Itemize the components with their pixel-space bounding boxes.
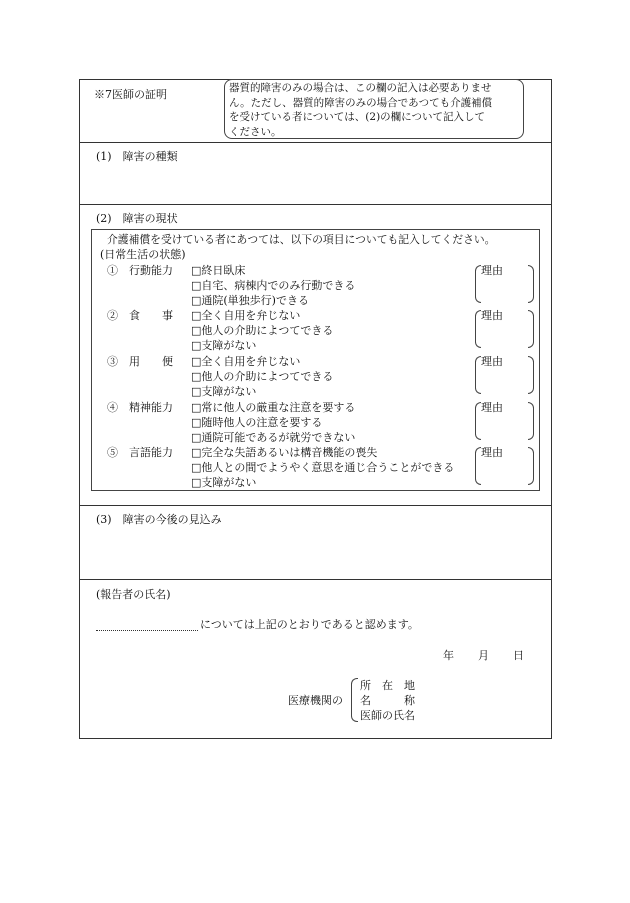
reporter-statement: については上記のとおりであると認めます。 [200,618,419,631]
item-option[interactable]: □全く自用を弁じない [191,309,301,322]
item-label: ③ 用 便 [107,355,173,368]
item-option[interactable]: □通院可能であるが就労できない [191,431,356,444]
note-line: ん。ただし、器質的障害のみの場合であつても介護補償 [229,96,493,109]
reason-bracket-right [528,402,534,440]
item-option[interactable]: □支障がない [191,385,257,398]
section2-intro: 介護補償を受けている者にあつては、以下の項目についても記入してください。 [107,233,496,246]
item-option[interactable]: □全く自用を弁じない [191,355,301,368]
item-option[interactable]: □支障がない [191,339,257,352]
section1-title: (1) 障害の種類 [96,150,178,163]
frame-right [551,79,552,739]
divider-1 [79,142,551,143]
frame-bottom [79,738,551,739]
item-option[interactable]: □随時他人の注意を要する [191,416,323,429]
reason-label: 理由 [481,264,503,277]
item-label: ⑤ 言語能力 [107,446,173,459]
note-line: 器質的障害のみの場合は、この欄の記入は必要ありませ [229,82,492,94]
item-label: ④ 精神能力 [107,401,173,414]
institution-bracket [351,678,358,722]
reason-label: 理由 [481,309,503,322]
date-day: 日 [513,649,524,662]
item-option[interactable]: □他人の介助によつてできる [191,324,334,337]
divider-2 [79,204,551,205]
reason-bracket-right [528,356,534,394]
frame-left [79,79,80,738]
certificate-title: ※7医師の証明 [94,88,167,101]
reason-label: 理由 [481,355,503,368]
item-option[interactable]: □完全な失語あるいは構音機能の喪失 [191,446,378,459]
institution-field[interactable]: 医師の氏名 [360,709,415,722]
item-option[interactable]: □他人の介助によつてできる [191,370,334,383]
date-year: 年 [443,649,454,662]
item-option[interactable]: □自宅、病棟内でのみ行動できる [191,279,356,292]
reason-bracket-right [528,447,534,485]
reason-label: 理由 [481,446,503,459]
divider-3 [79,505,551,506]
reason-bracket-right [528,310,534,348]
institution-label: 医療機関の [288,694,343,707]
item-option[interactable]: □常に他人の厳重な注意を要する [191,401,356,414]
item-option[interactable]: □通院(単独歩行)できる [191,294,309,307]
divider-4 [79,579,551,580]
section2-subtitle: (日常生活の状態) [100,248,186,261]
reporter-name-field[interactable] [96,620,198,631]
reporter-title: (報告者の氏名) [96,588,171,601]
section3-title: (3) 障害の今後の見込み [96,513,222,526]
item-option[interactable]: □他人との間でようやく意思を通じ合うことができる [191,461,455,474]
note-line: を受けている者については、(2)の欄について記入して [229,111,485,123]
reason-label: 理由 [481,401,503,414]
note-line: ください。 [229,125,282,138]
note-box [224,79,524,139]
item-option[interactable]: □支障がない [191,476,257,489]
item-option[interactable]: □終日臥床 [191,264,246,277]
reason-bracket-right [528,265,534,303]
section2-title: (2) 障害の現状 [96,212,178,225]
item-label: ① 行動能力 [107,264,173,277]
date-month: 月 [478,649,489,662]
item-label: ② 食 事 [107,309,173,322]
institution-field[interactable]: 所 在 地 [360,679,415,692]
institution-field[interactable]: 名 称 [360,694,415,707]
